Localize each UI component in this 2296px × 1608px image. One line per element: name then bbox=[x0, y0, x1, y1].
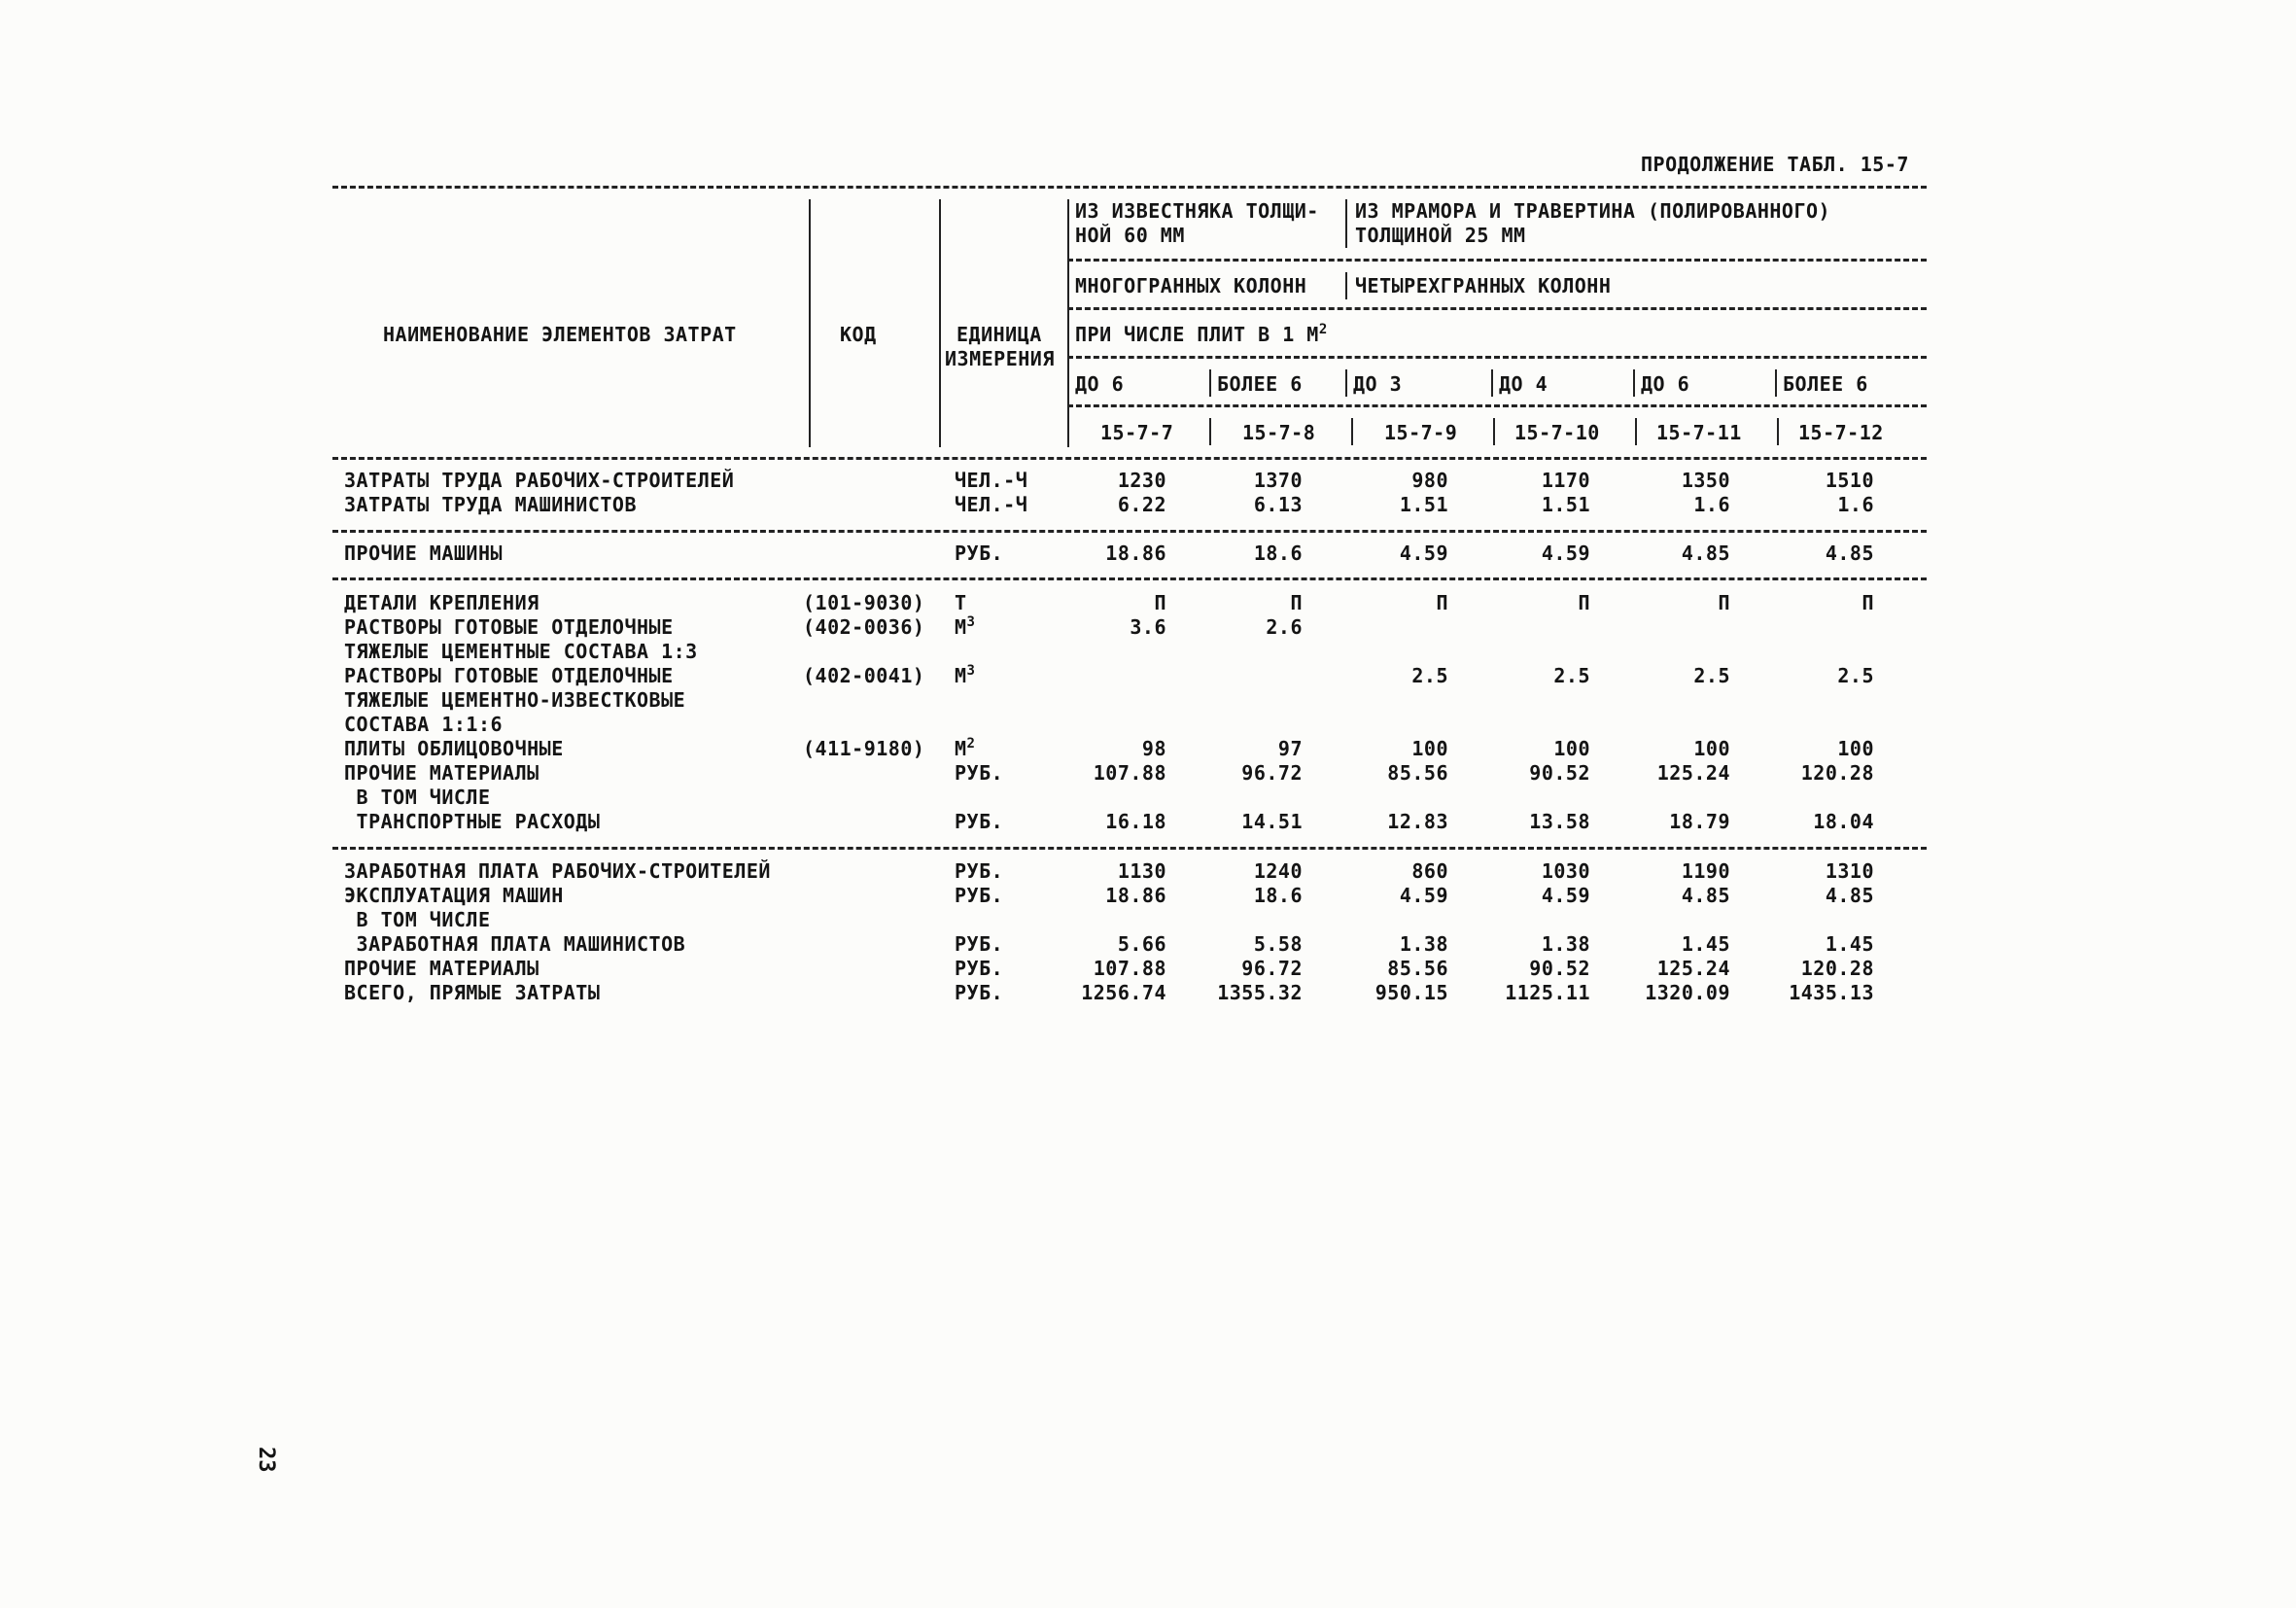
row-value: П bbox=[1290, 591, 1303, 614]
row-unit-text: РУБ. bbox=[955, 810, 1004, 833]
row-value: 96.72 bbox=[1241, 957, 1303, 980]
col-code-5: 15-7-11 bbox=[1656, 421, 1742, 444]
vbar-unit bbox=[1067, 199, 1069, 447]
row-value: 18.86 bbox=[1105, 884, 1166, 907]
row-value: 4.59 bbox=[1541, 542, 1590, 565]
header-unit-2: ИЗМЕРЕНИЯ bbox=[945, 347, 1055, 370]
row-code: (402-0036) bbox=[803, 615, 925, 639]
row-value: 1030 bbox=[1541, 859, 1590, 883]
row-name: ПРОЧИЕ МАТЕРИАЛЫ bbox=[344, 957, 539, 980]
row-unit bbox=[955, 591, 967, 614]
row-value: 1.6 bbox=[1693, 493, 1730, 516]
group1-line1: ИЗ ИЗВЕСТНЯКА ТОЛЩИ- bbox=[1075, 199, 1319, 223]
rule-h1 bbox=[1067, 259, 1927, 262]
row-value: П bbox=[1861, 591, 1874, 614]
row-unit bbox=[955, 664, 975, 687]
range-1: ДО 6 bbox=[1075, 372, 1125, 396]
header-code: КОД bbox=[840, 323, 877, 346]
range-6: БОЛЕЕ 6 bbox=[1783, 372, 1868, 396]
row-value: 98 bbox=[1141, 737, 1166, 760]
row-value: 18.79 bbox=[1669, 810, 1730, 833]
row-name: ЗАТРАТЫ ТРУДА МАШИНИСТОВ bbox=[344, 493, 637, 516]
row-value: 1435.13 bbox=[1789, 981, 1874, 1004]
vbar-code-4 bbox=[1635, 418, 1637, 445]
plates-label: ПРИ ЧИСЛЕ ПЛИТ В 1 $М^2$ bbox=[1075, 322, 1328, 346]
row-value: 4.59 bbox=[1399, 542, 1448, 565]
row-value: П bbox=[1154, 591, 1166, 614]
row-value: 4.85 bbox=[1825, 884, 1874, 907]
vbar-code bbox=[939, 199, 941, 447]
group2-line2: ТОЛЩИНОЙ 25 ММ bbox=[1355, 224, 1526, 247]
vbar-code-1 bbox=[1209, 418, 1211, 445]
row-unit-text: РУБ. bbox=[955, 957, 1004, 980]
row-value: 5.66 bbox=[1117, 932, 1166, 956]
vbar-sub bbox=[1345, 272, 1347, 299]
row-value: 1.45 bbox=[1825, 932, 1874, 956]
header-unit-1: ЕДИНИЦА bbox=[957, 323, 1042, 346]
row-value: 1125.11 bbox=[1505, 981, 1590, 1004]
row-name: РАСТВОРЫ ГОТОВЫЕ ОТДЕЛОЧНЫЕ bbox=[344, 664, 674, 687]
vbar-code-3 bbox=[1493, 418, 1495, 445]
row-value: 125.24 bbox=[1656, 957, 1730, 980]
rule-h3 bbox=[1067, 356, 1927, 359]
row-value: 125.24 bbox=[1656, 761, 1730, 785]
row-name: ТРАНСПОРТНЫЕ РАСХОДЫ bbox=[344, 810, 601, 833]
row-name: РАСТВОРЫ ГОТОВЫЕ ОТДЕЛОЧНЫЕ bbox=[344, 615, 674, 639]
row-value: 1130 bbox=[1117, 859, 1166, 883]
row-value: 2.6 bbox=[1266, 615, 1303, 639]
row-value: 6.13 bbox=[1253, 493, 1303, 516]
row-value: 2.5 bbox=[1693, 664, 1730, 687]
page-number: 23 bbox=[254, 1447, 278, 1473]
row-unit-text: ЧЕЛ.-Ч bbox=[955, 493, 1028, 516]
row-unit-text: РУБ. bbox=[955, 859, 1004, 883]
vbar-range-3 bbox=[1491, 369, 1493, 397]
row-name: ТЯЖЕЛЫЕ ЦЕМЕНТНО-ИЗВЕСТКОВЫЕ bbox=[344, 688, 686, 712]
row-value: П bbox=[1578, 591, 1590, 614]
row-value: П bbox=[1436, 591, 1448, 614]
row-value: 1320.09 bbox=[1645, 981, 1730, 1004]
vbar-name bbox=[809, 199, 811, 447]
row-value: 107.88 bbox=[1093, 957, 1166, 980]
row-value: 1.51 bbox=[1541, 493, 1590, 516]
row-value: 18.6 bbox=[1253, 542, 1303, 565]
row-value: 1310 bbox=[1825, 859, 1874, 883]
row-value: 1355.32 bbox=[1217, 981, 1303, 1004]
row-name: ДЕТАЛИ КРЕПЛЕНИЯ bbox=[344, 591, 539, 614]
row-value: 860 bbox=[1411, 859, 1448, 883]
row-name: В ТОМ ЧИСЛЕ bbox=[344, 908, 491, 931]
vbar-code-5 bbox=[1777, 418, 1779, 445]
row-value: 1510 bbox=[1825, 469, 1874, 492]
range-3: ДО 3 bbox=[1353, 372, 1403, 396]
row-value: 16.18 bbox=[1105, 810, 1166, 833]
row-value: 12.83 bbox=[1387, 810, 1448, 833]
row-unit-text: РУБ. bbox=[955, 981, 1004, 1004]
row-value: 18.6 bbox=[1253, 884, 1303, 907]
rule-sep-1 bbox=[332, 530, 1927, 533]
row-unit-text: Т bbox=[955, 591, 967, 614]
row-name: ЗАТРАТЫ ТРУДА РАБОЧИХ-СТРОИТЕЛЕЙ bbox=[344, 469, 735, 492]
row-code: (402-0041) bbox=[803, 664, 925, 687]
sub-group-2: ЧЕТЫРЕХГРАННЫХ КОЛОНН bbox=[1355, 274, 1612, 297]
rule-h2 bbox=[1067, 307, 1927, 310]
row-value: 1.6 bbox=[1837, 493, 1874, 516]
row-value: 1.51 bbox=[1399, 493, 1448, 516]
row-unit-text: РУБ. bbox=[955, 542, 1004, 565]
row-name: ВСЕГО, ПРЯМЫЕ ЗАТРАТЫ bbox=[344, 981, 601, 1004]
rule-top bbox=[332, 186, 1927, 189]
vbar-range-4 bbox=[1633, 369, 1635, 397]
row-value: 1.38 bbox=[1399, 932, 1448, 956]
row-value: 1230 bbox=[1117, 469, 1166, 492]
row-name: ПРОЧИЕ МАШИНЫ bbox=[344, 542, 504, 565]
row-unit-text: М bbox=[955, 664, 967, 687]
row-unit-text: РУБ. bbox=[955, 761, 1004, 785]
row-unit-text: М bbox=[955, 615, 967, 639]
row-name: ТЯЖЕЛЫЕ ЦЕМЕНТНЫЕ СОСТАВА 1:3 bbox=[344, 640, 698, 663]
row-value: 85.56 bbox=[1387, 761, 1448, 785]
col-code-4: 15-7-10 bbox=[1514, 421, 1600, 444]
row-name: ПЛИТЫ ОБЛИЦОВОЧНЫЕ bbox=[344, 737, 564, 760]
row-value: 13.58 bbox=[1529, 810, 1590, 833]
header-name: НАИМЕНОВАНИЕ ЭЛЕМЕНТОВ ЗАТРАТ bbox=[383, 323, 737, 346]
row-name: ЗАРАБОТНАЯ ПЛАТА РАБОЧИХ-СТРОИТЕЛЕЙ bbox=[344, 859, 771, 883]
rule-sep-2 bbox=[332, 577, 1927, 580]
row-unit-sup: 3 bbox=[966, 614, 976, 630]
row-value: 85.56 bbox=[1387, 957, 1448, 980]
vbar-range-2 bbox=[1345, 369, 1347, 397]
continuation-title: ПРОДОЛЖЕНИЕ ТАБЛ. 15-7 bbox=[1641, 153, 1909, 176]
group2-line1: ИЗ МРАМОРА И ТРАВЕРТИНА (ПОЛИРОВАННОГО) bbox=[1355, 199, 1831, 223]
row-value: 18.86 bbox=[1105, 542, 1166, 565]
row-value: 2.5 bbox=[1553, 664, 1590, 687]
row-value: 100 bbox=[1837, 737, 1874, 760]
row-value: 980 bbox=[1411, 469, 1448, 492]
row-value: 1240 bbox=[1253, 859, 1303, 883]
row-name: ЭКСПЛУАТАЦИЯ МАШИН bbox=[344, 884, 564, 907]
row-value: 3.6 bbox=[1130, 615, 1166, 639]
row-value: 100 bbox=[1693, 737, 1730, 760]
row-code: (411-9180) bbox=[803, 737, 925, 760]
row-value: 100 bbox=[1411, 737, 1448, 760]
row-value: 14.51 bbox=[1241, 810, 1303, 833]
row-value: 4.85 bbox=[1681, 884, 1730, 907]
row-value: 1350 bbox=[1681, 469, 1730, 492]
rule-sep-3 bbox=[332, 847, 1927, 850]
row-value: 97 bbox=[1277, 737, 1303, 760]
col-code-3: 15-7-9 bbox=[1384, 421, 1458, 444]
sub-group-1: МНОГОГРАННЫХ КОЛОНН bbox=[1075, 274, 1307, 297]
vbar-group bbox=[1345, 199, 1347, 248]
row-unit-text: ЧЕЛ.-Ч bbox=[955, 469, 1028, 492]
row-unit-text: М bbox=[955, 737, 967, 760]
row-value: 1170 bbox=[1541, 469, 1590, 492]
row-unit-sup: 3 bbox=[966, 663, 976, 679]
row-unit-sup: 2 bbox=[966, 736, 976, 752]
range-4: ДО 4 bbox=[1499, 372, 1548, 396]
rule-header-bottom bbox=[332, 457, 1927, 460]
vbar-code-0 bbox=[1067, 418, 1069, 445]
vbar-range-1 bbox=[1209, 369, 1211, 397]
row-value: 1.45 bbox=[1681, 932, 1730, 956]
row-value: 100 bbox=[1553, 737, 1590, 760]
row-name: ПРОЧИЕ МАТЕРИАЛЫ bbox=[344, 761, 539, 785]
row-value: 1256.74 bbox=[1081, 981, 1166, 1004]
row-value: 1370 bbox=[1253, 469, 1303, 492]
col-code-1: 15-7-7 bbox=[1100, 421, 1174, 444]
row-value: 2.5 bbox=[1837, 664, 1874, 687]
range-5: ДО 6 bbox=[1641, 372, 1690, 396]
row-value: 90.52 bbox=[1529, 761, 1590, 785]
row-value: 18.04 bbox=[1813, 810, 1874, 833]
row-value: 120.28 bbox=[1800, 957, 1874, 980]
row-value: 6.22 bbox=[1117, 493, 1166, 516]
col-code-2: 15-7-8 bbox=[1242, 421, 1316, 444]
col-code-6: 15-7-12 bbox=[1798, 421, 1884, 444]
row-name: ЗАРАБОТНАЯ ПЛАТА МАШИНИСТОВ bbox=[344, 932, 686, 956]
row-value: 90.52 bbox=[1529, 957, 1590, 980]
row-code: (101-9030) bbox=[803, 591, 925, 614]
vbar-range-5 bbox=[1775, 369, 1777, 397]
row-value: 2.5 bbox=[1411, 664, 1448, 687]
row-value: 4.85 bbox=[1825, 542, 1874, 565]
rule-h4 bbox=[1067, 404, 1927, 407]
row-value: 4.59 bbox=[1541, 884, 1590, 907]
row-value: 1190 bbox=[1681, 859, 1730, 883]
range-2: БОЛЕЕ 6 bbox=[1217, 372, 1303, 396]
row-value: 4.85 bbox=[1681, 542, 1730, 565]
row-value: 950.15 bbox=[1374, 981, 1448, 1004]
row-unit-text: РУБ. bbox=[955, 884, 1004, 907]
row-value: 4.59 bbox=[1399, 884, 1448, 907]
row-value: П bbox=[1718, 591, 1730, 614]
row-value: 5.58 bbox=[1253, 932, 1303, 956]
row-name: В ТОМ ЧИСЛЕ bbox=[344, 786, 491, 809]
row-value: 96.72 bbox=[1241, 761, 1303, 785]
group1-line2: НОЙ 60 ММ bbox=[1075, 224, 1185, 247]
row-name: СОСТАВА 1:1:6 bbox=[344, 713, 504, 736]
row-unit-text: РУБ. bbox=[955, 932, 1004, 956]
row-value: 1.38 bbox=[1541, 932, 1590, 956]
row-value: 107.88 bbox=[1093, 761, 1166, 785]
row-value: 120.28 bbox=[1800, 761, 1874, 785]
vbar-code-2 bbox=[1351, 418, 1353, 445]
